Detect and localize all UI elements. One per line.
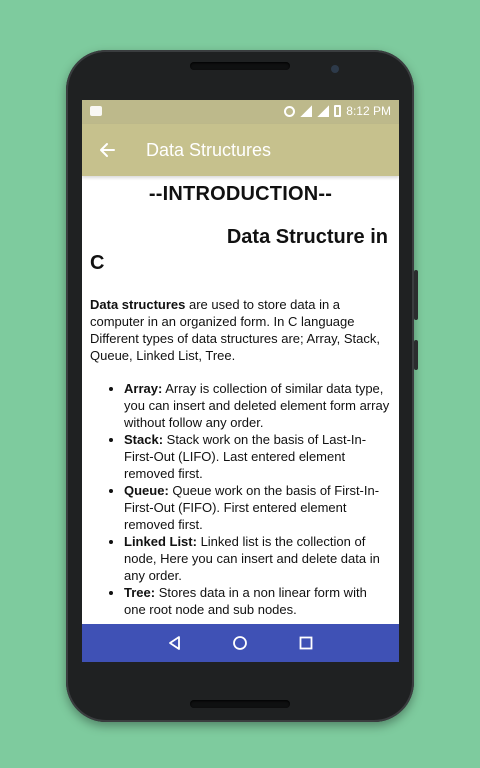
battery-icon: [334, 105, 341, 117]
intro-text: are used to store data in a computer in an organized form. In C language Different types of data structures are; Array, Stack, Queue, Linked List, Tree.: [90, 297, 380, 363]
main-heading: [82, 224, 399, 276]
intro-heading: --INTRODUCTION--: [148, 183, 333, 205]
list-desc: Stack work on the basis of Last-In-First-Out (LIFO). Last entered element removed first.: [124, 432, 367, 481]
signal-icon: [300, 105, 312, 117]
circle-home-icon: [232, 635, 248, 651]
list-term: Array:: [124, 381, 163, 396]
app-bar: [82, 124, 399, 176]
intro-paragraph: [90, 296, 387, 364]
power-button[interactable]: [414, 340, 418, 370]
list-desc: Stores data in a non linear form with one root node and sub nodes.: [124, 585, 367, 617]
list-term: Stack:: [124, 432, 164, 447]
status-time: 8:12 PM: [346, 104, 391, 118]
front-camera: [331, 65, 339, 73]
earpiece-speaker: [190, 62, 290, 70]
nav-home-button[interactable]: [225, 628, 255, 658]
list-item: [124, 431, 391, 482]
main-heading-line2: C: [90, 252, 105, 274]
notification-icon: [90, 106, 102, 116]
main-heading-line1: Data Structure in: [226, 226, 388, 248]
screen: [82, 100, 399, 662]
list-item: [124, 380, 391, 431]
list-desc: Array is collection of similar data type, you can insert and deleted element form array without follow any order.: [124, 381, 390, 430]
intro-bold: Data structures: [90, 297, 186, 312]
data-structure-list: [82, 380, 391, 618]
list-term: Linked List:: [124, 534, 197, 549]
triangle-back-icon: [167, 635, 183, 651]
nav-back-button[interactable]: [160, 628, 190, 658]
back-button[interactable]: [82, 124, 132, 176]
signal-icon-2: [317, 105, 329, 117]
bottom-speaker: [190, 700, 290, 708]
article-content[interactable]: [82, 176, 399, 624]
square-recents-icon: [298, 635, 314, 651]
arrow-left-icon: [98, 141, 116, 159]
app-title: Data Structures: [146, 139, 272, 160]
volume-button[interactable]: [414, 270, 418, 320]
list-item: [124, 482, 391, 533]
list-term: Tree:: [124, 585, 156, 600]
data-saver-icon: [284, 106, 295, 117]
status-bar: [82, 100, 399, 124]
list-desc: Queue work on the basis of First-In-First-Out (FIFO). First entered element removed first.: [124, 483, 380, 532]
list-item: [124, 533, 391, 584]
list-term: Queue:: [124, 483, 169, 498]
list-desc: Linked list is the collection of node, Here you can insert and delete data in any order.: [124, 534, 380, 583]
nav-recents-button[interactable]: [291, 628, 321, 658]
list-item: [124, 584, 391, 618]
navigation-bar: [82, 624, 399, 662]
